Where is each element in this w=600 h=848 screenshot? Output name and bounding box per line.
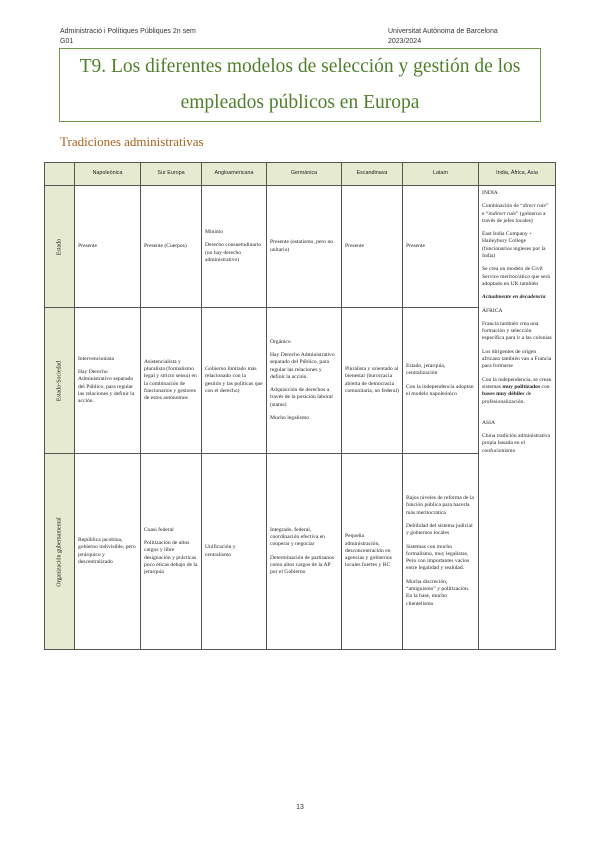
table-cell: Presente: [342, 186, 403, 308]
group-code: G01: [60, 38, 74, 45]
row-header: Organización gubernamental: [45, 454, 75, 650]
table-cell: Presente (estatismo, pero no unitario): [267, 186, 342, 308]
table-cell: Bajos niveles de reforma de la función pública para hacerla más meritocrática Debilidad del sistema judicial y gobiernos locales Sistemas con mucho formalismo, muy legalistas, Pero con importantes vacíos entre legalidad y realidad. Mucha discreción, “amiguismo” y politización. En la base, mucho clientelismo: [403, 454, 479, 650]
table-cell: Gobierno limitado más relacionado con la gestión y las políticas que con el derecho): [202, 308, 267, 454]
row-header: Estado-Sociedad: [45, 308, 75, 454]
university-name: Universitat Autònoma de Barcelona: [388, 28, 498, 35]
traditions-table: [44, 162, 556, 650]
table-cell: República jacobina, gobierno indivisible, pero jerárquico y descentralizado: [75, 454, 141, 650]
india-africa-asia-cell: INDIA Combinación de “direct rule” e “indirect rule” (gobierno a través de jefes locales) East India Company + Haileybury College (funcionarios ingleses por la India) Se crea un modelo de Civil Service meritocrático que será adoptado en UK también Actualmente en decadencia ÁFRICA Francia también crea una formación y selección específica para ir a las colonias Los dirigentes de origen africano también van a Francia para formarse Con la independencia, se crean sistemas muy politizados con bases muy débiles de profesionalización. ASIA China tradición administrativa propia basada en el confucionismo: [479, 186, 556, 650]
page-number: 13: [296, 804, 304, 811]
table-cell: Mínimo Derecho consuetudinario (no hay derecho administrativo): [202, 186, 267, 308]
table-cell: Pequeña administración, desconcentración en agencias y gobiernos locales fuertes y RC: [342, 454, 403, 650]
academic-year: 2023/2024: [388, 38, 422, 45]
table-cell: Asistencialista y pluralista (formalismo legal y stricto sensu) en la combinación de funcionarios y gestores de estos autónomos: [141, 308, 202, 454]
row-header: Estado: [45, 186, 75, 308]
corner-cell: [45, 163, 75, 186]
header-right: [388, 27, 498, 47]
table-cell: Intervencionista Hay Derecho Administrativo separado del Público, para regular las relaciones y definir la acción.: [75, 308, 141, 454]
section-subtitle: Tradiciones administrativas: [60, 134, 204, 149]
column-header: Germánica: [267, 163, 342, 186]
table-cell: Integrado, federal, coordinación efectiva en cooperar y negociar Determinación de partisanos como altos cargos de la AP por el Gobierno: [267, 454, 342, 650]
column-header: Sur Europa: [141, 163, 202, 186]
table-row: [45, 186, 556, 308]
table-cell: Unificación y centralismo: [202, 454, 267, 650]
column-header: Angloamericana: [202, 163, 267, 186]
column-header: Escandinava: [342, 163, 403, 186]
column-header: Latam: [403, 163, 479, 186]
title-box: [59, 48, 541, 122]
table-cell: Cuasi federal Politización de altos cargos y libre designación y prácticas poco éticas debajo de la jerarquía: [141, 454, 202, 650]
table-cell: Presente (Cuerpos): [141, 186, 202, 308]
table-cell: Estado, jerarquía, centralización Con la independencia adoptan el modelo napoleónico: [403, 308, 479, 454]
table-cell: Presente: [403, 186, 479, 308]
header-left: [60, 27, 196, 47]
column-header: India, África, Asia: [479, 163, 556, 186]
table-header-row: [45, 163, 556, 186]
table-cell: Presente: [75, 186, 141, 308]
page-title: T9. Los diferentes modelos de selección y gestión de los empleados públicos en Europa: [79, 56, 521, 113]
course-name: Administració i Polítiques Públiques 2n sem: [60, 28, 196, 35]
table-cell: Pluralista y orientado al bienestar (burocracia abierta de democracia comunitaria, no federal): [342, 308, 403, 454]
table-cell: Orgánico Hay Derecho Administrativo separado del Público, para regular las relaciones y definir la acción. Adquisición de derechos a través de la posición laboral (status) Mucho legalismo: [267, 308, 342, 454]
column-header: Napoleónica: [75, 163, 141, 186]
traditions-table-wrapper: [44, 162, 555, 650]
